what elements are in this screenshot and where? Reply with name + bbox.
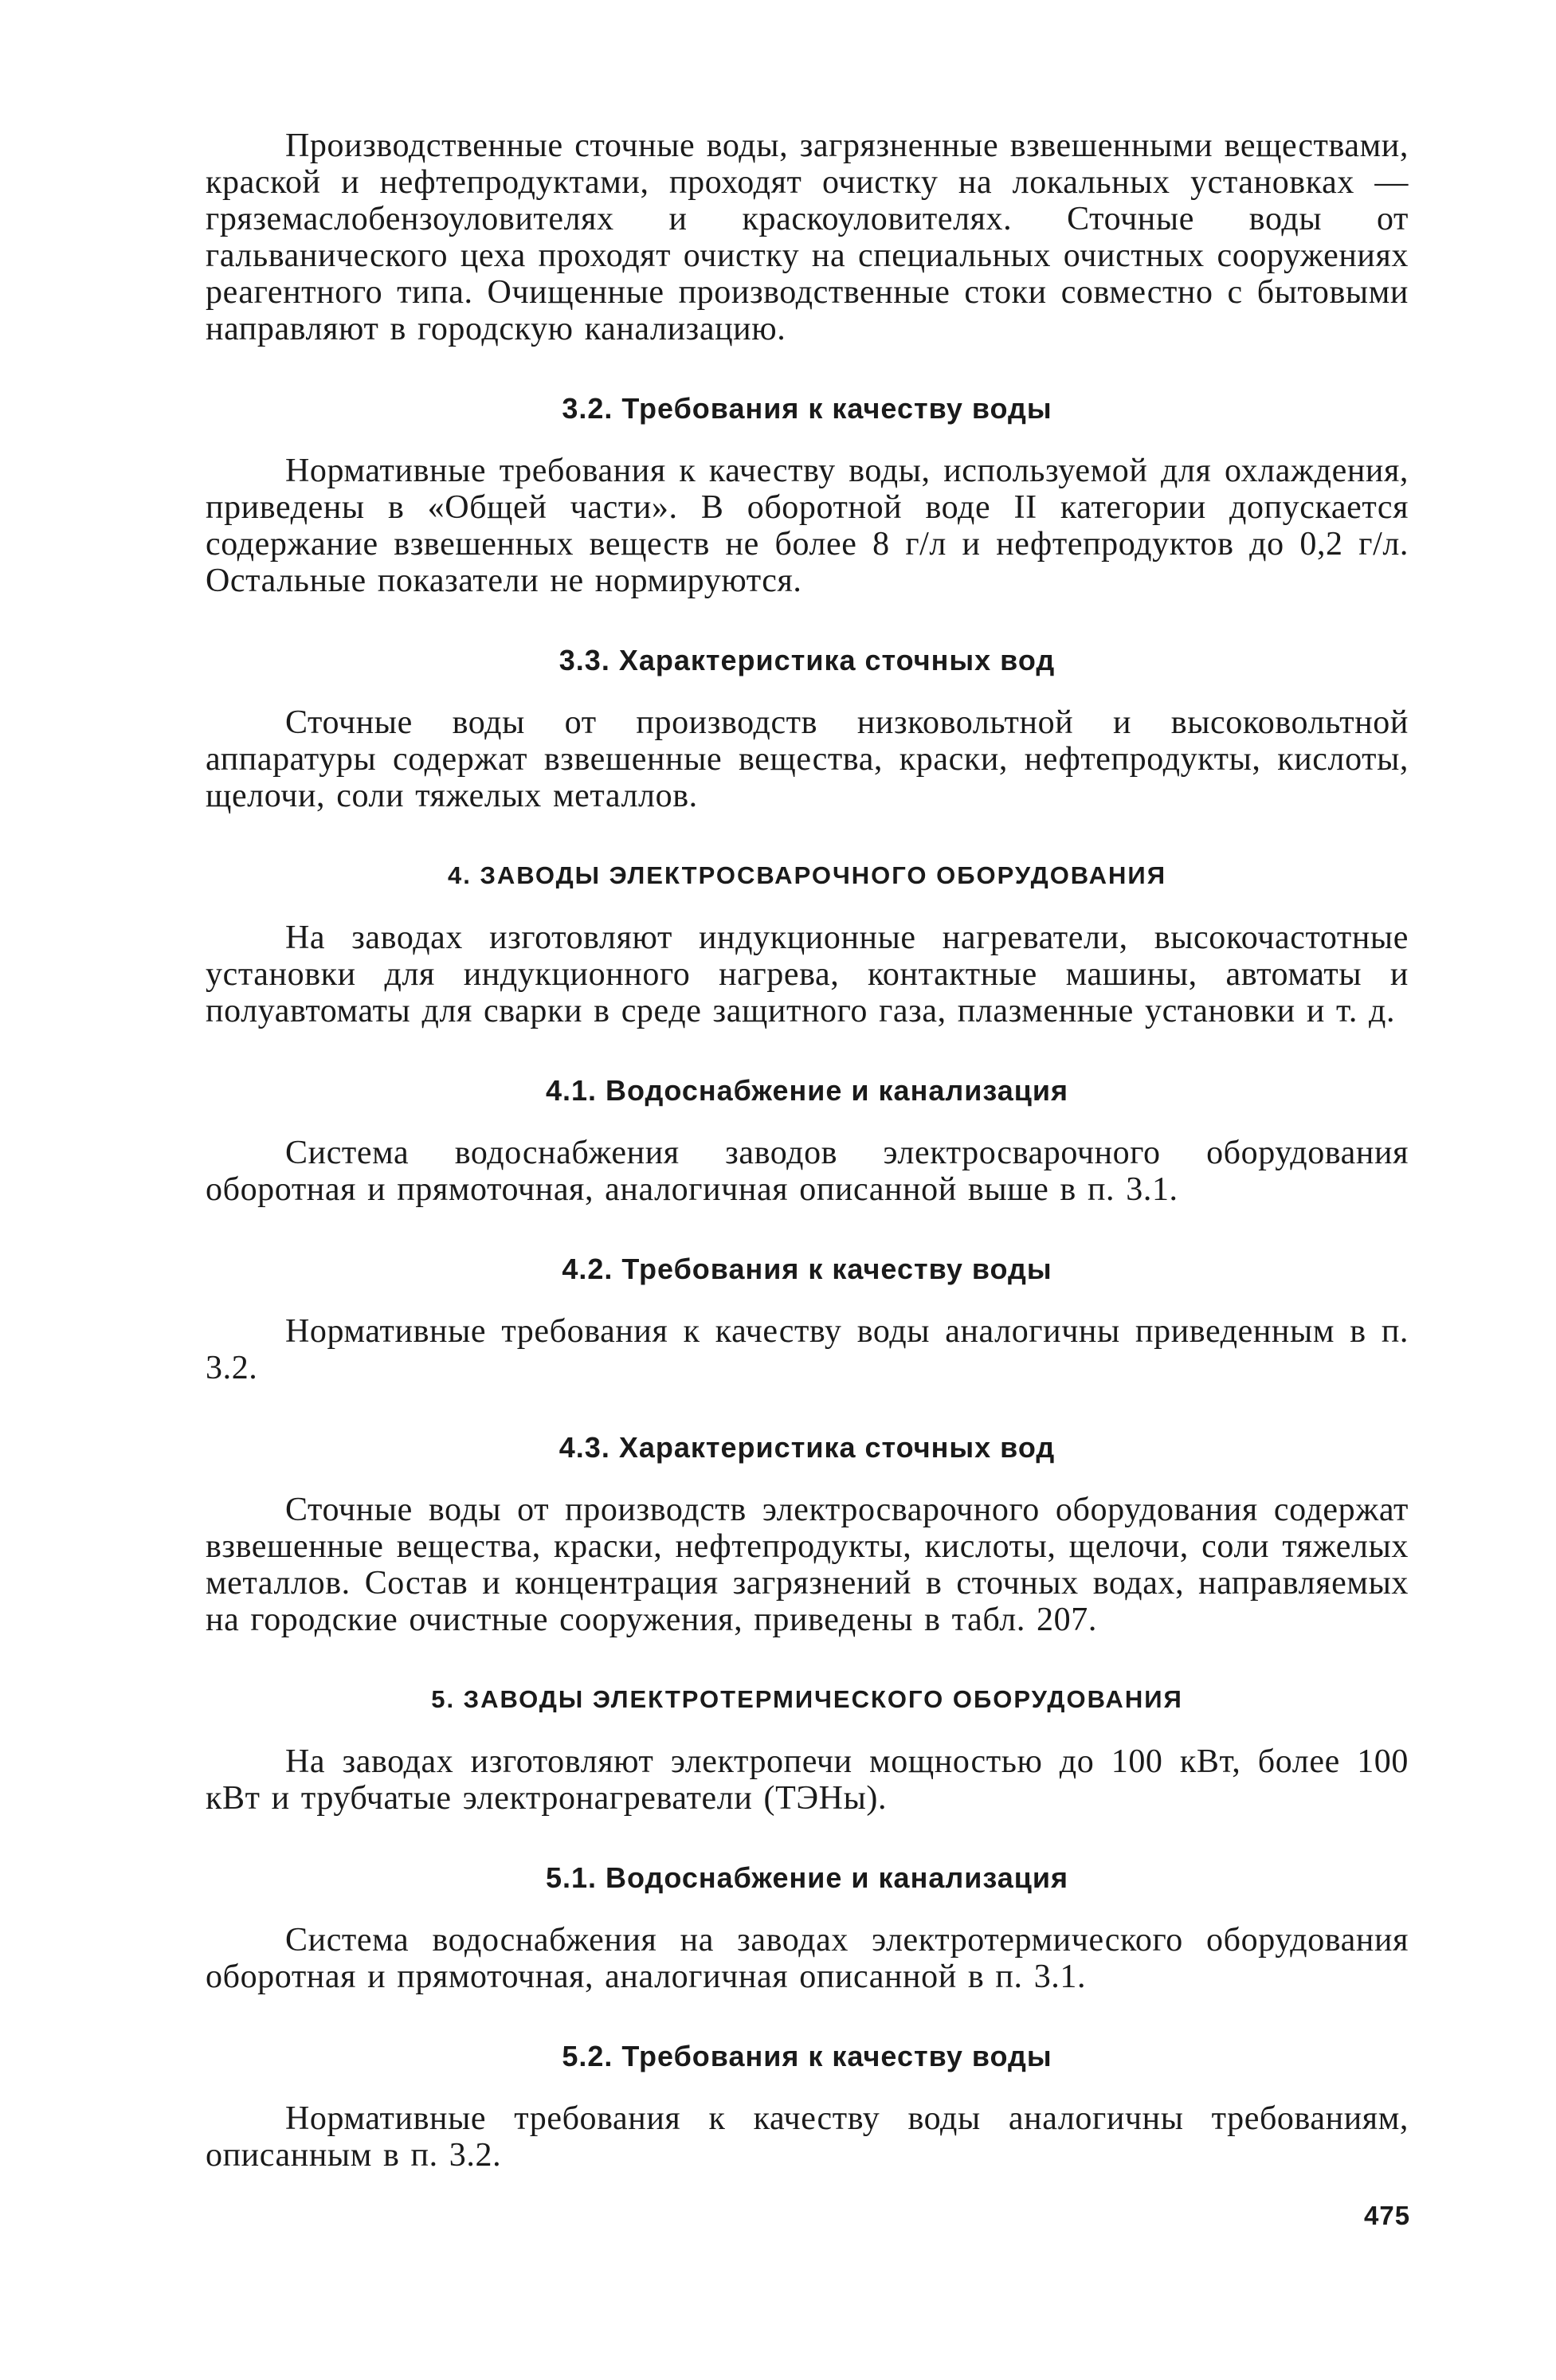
spacer xyxy=(206,1464,1409,1492)
chapter-heading: 4. ЗАВОДЫ ЭЛЕКТРОСВАРОЧНОГО ОБОРУДОВАНИЯ xyxy=(448,861,1166,889)
paragraph: Нормативные требования к качеству воды, используемой для охлаждения, приведены в «Общей части». В оборотной воде II категории допускается содержание взвешенных веществ не более 8 г/л и нефтепродуктов до 0,2 г/л. Остальные показатели не нормируются. xyxy=(206,453,1409,599)
paragraph: На заводах изготовляют электропечи мощностью до 100 кВт, более 100 кВт и трубчатые электронагреватели (ТЭНы). xyxy=(206,1743,1409,1817)
paragraph: Производственные сточные воды, загрязненные взвешенными веществами, краской и нефтепродуктами, проходят очистку на локальных установках — гряземаслобензоуловителях и краскоуловителях. Сточные воды от гальванического цеха проходят очистку на специальных очистных сооружениях реагентного типа. Очищенные производственные стоки совместно с бытовыми направляют в городскую канализацию. xyxy=(206,127,1409,347)
paragraph: На заводах изготовляют индукционные нагреватели, высокочастотные установки для индукционного нагрева, контактные машины, автоматы и полуавтоматы для сварки в среде защитного газа, плазменные установки и т. д. xyxy=(206,919,1409,1029)
paragraph: Нормативные требования к качеству воды аналогичны приведенным в п. 3.2. xyxy=(206,1313,1409,1386)
spacer xyxy=(206,814,1409,859)
section-heading: 4.1. Водоснабжение и канализация xyxy=(545,1074,1069,1107)
section-heading: 4.3. Характеристика сточных вод xyxy=(559,1431,1056,1464)
spacer xyxy=(206,347,1409,392)
document-page xyxy=(206,127,1409,2174)
paragraph: Система водоснабжения на заводах электротермического оборудования оборотная и прямоточная, аналогичная описанной в п. 3.1. xyxy=(206,1922,1409,1995)
section-heading: 3.3. Характеристика сточных вод xyxy=(559,644,1056,676)
spacer xyxy=(206,1895,1409,1922)
spacer xyxy=(206,1638,1409,1683)
spacer xyxy=(206,1108,1409,1135)
spacer xyxy=(206,892,1409,919)
chapter-heading: 5. ЗАВОДЫ ЭЛЕКТРОТЕРМИЧЕСКОГО ОБОРУДОВАНИЯ xyxy=(431,1685,1183,1713)
spacer xyxy=(206,1208,1409,1253)
spacer xyxy=(206,2073,1409,2100)
section-heading: 5.2. Требования к качеству воды xyxy=(562,2040,1052,2072)
paragraph: Сточные воды от производств электросварочного оборудования содержат взвешенные вещества, краски, нефтепродукты, кислоты, щелочи, соли тяжелых металлов. Состав и концентрация загрязнений в сточных водах, направляемых на городские очистные сооружения, приведены в табл. 207. xyxy=(206,1492,1409,1638)
spacer xyxy=(206,1029,1409,1074)
spacer xyxy=(206,425,1409,453)
section-heading: 5.1. Водоснабжение и канализация xyxy=(545,1861,1069,1894)
spacer xyxy=(206,1386,1409,1431)
paragraph: Нормативные требования к качеству воды аналогичны требованиям, описанным в п. 3.2. xyxy=(206,2100,1409,2174)
spacer xyxy=(206,1995,1409,2040)
page-number: 475 xyxy=(1364,2201,1411,2230)
spacer xyxy=(206,677,1409,704)
spacer xyxy=(206,1716,1409,1743)
spacer xyxy=(206,1286,1409,1313)
spacer xyxy=(206,599,1409,644)
paragraph: Сточные воды от производств низковольтной и высоковольтной аппаратуры содержат взвешенные вещества, краски, нефтепродукты, кислоты, щелочи, соли тяжелых металлов. xyxy=(206,704,1409,814)
section-heading: 3.2. Требования к качеству воды xyxy=(562,392,1052,425)
spacer xyxy=(206,1817,1409,1861)
section-heading: 4.2. Требования к качеству воды xyxy=(562,1253,1052,1285)
paragraph: Система водоснабжения заводов электросварочного оборудования оборотная и прямоточная, аналогичная описанной выше в п. 3.1. xyxy=(206,1135,1409,1208)
